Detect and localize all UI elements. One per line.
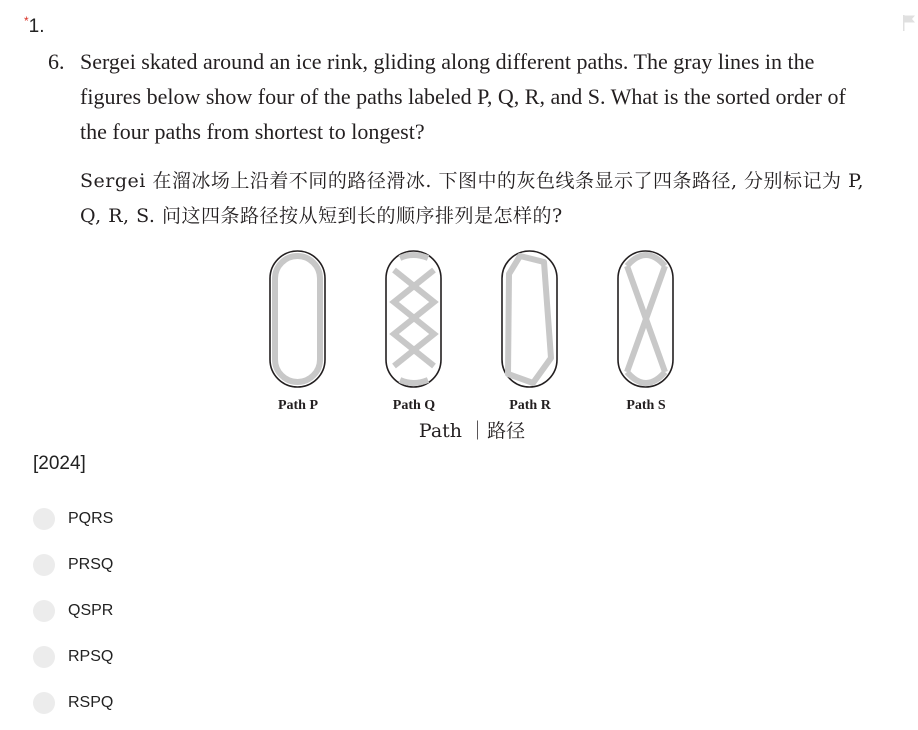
question-header [24, 16, 45, 38]
rink-s [618, 251, 673, 387]
option-rspq[interactable] [33, 680, 113, 726]
option-label: QSPR [68, 602, 114, 619]
radio-button[interactable] [33, 692, 55, 714]
rink-p [270, 251, 325, 387]
option-pqrs[interactable] [33, 496, 113, 542]
option-label: RPSQ [68, 648, 114, 665]
option-prsq[interactable] [33, 542, 113, 588]
radio-button[interactable] [33, 508, 55, 530]
option-rpsq[interactable] [33, 634, 113, 680]
path-r-label: Path R [509, 398, 551, 413]
path-q-label: Path Q [392, 398, 436, 413]
paths-figure-svg [252, 246, 692, 446]
rink-r [502, 251, 557, 387]
option-qspr[interactable] [33, 588, 113, 634]
problem-number: 6. [48, 49, 65, 74]
problem-statement-en [48, 44, 878, 149]
problem-statement-zh: Sergei 在溜冰场上沿着不同的路径滑冰. 下图中的灰色线条显示了四条路径, 分别标记为 P, Q, R, S. 问这四条路径按从短到长的顺序排列是怎样的? [80, 170, 865, 227]
path-p-label: Path P [277, 398, 319, 413]
radio-button[interactable] [33, 646, 55, 668]
answer-options [33, 496, 113, 726]
figure-caption: Path ｜路径 [418, 420, 526, 442]
option-label: PQRS [68, 510, 114, 527]
radio-button[interactable] [33, 600, 55, 622]
option-label: PRSQ [68, 556, 114, 573]
radio-button[interactable] [33, 554, 55, 576]
question-number: 1. [28, 16, 45, 37]
path-s-label: Path S [626, 398, 666, 413]
rink-q [386, 251, 441, 387]
required-asterisk: * [24, 14, 29, 28]
problem-text: Sergei skated around an ice rink, gliding along different paths. The gray lines in the figures below show four of the paths labeled P, Q, R, and S. What is the sorted order of the four paths from shortest to longest? [80, 49, 846, 144]
flag-icon[interactable] [902, 14, 916, 32]
option-label: RSPQ [68, 694, 114, 711]
year-tag: [2024] [33, 453, 86, 474]
paths-figure [252, 246, 692, 446]
